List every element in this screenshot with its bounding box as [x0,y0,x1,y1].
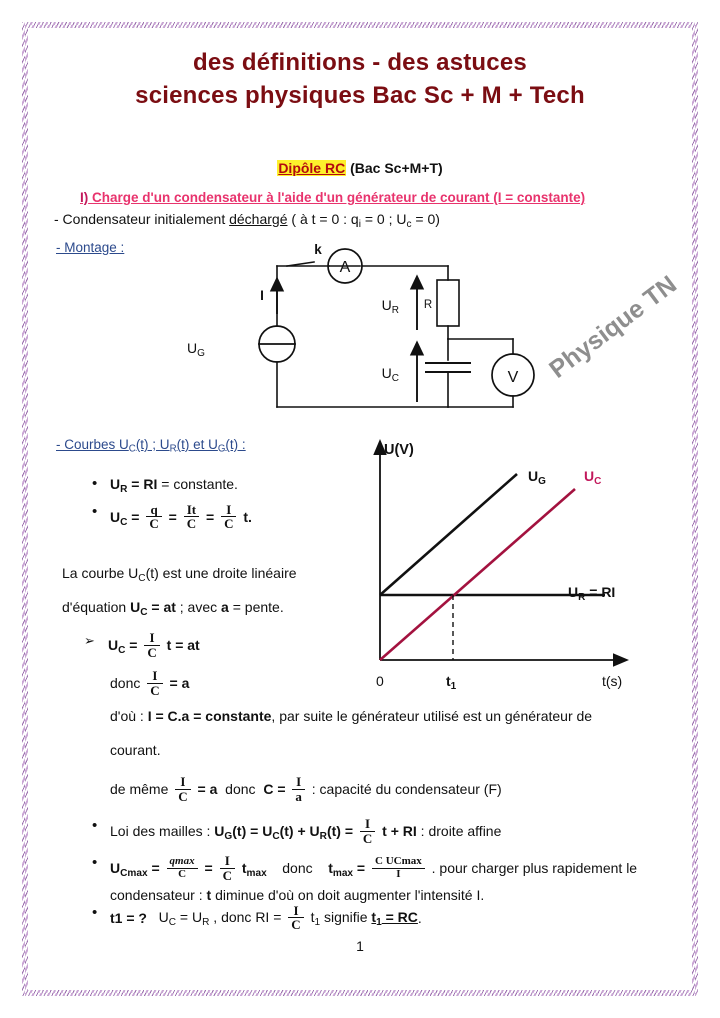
circuit-uc-label: $U_C$ [381,365,399,384]
fraction-i-over-c-3: $\frac{I}{C}$ [147,669,162,697]
dipole-heading [0,160,720,176]
title-line-2: sciences physiques Bac Sc + M + Tech [135,82,585,109]
bullet-t1: • t1 = ? $U_C = U_R$ , donc RI = $\frac{I}{C}$ $t_1$ signifie $t_1$ = RC. [84,905,644,933]
section-title: Charge d'un condensateur à l'aide d'un générateur de courant (I = constante) [92,190,586,205]
circuit-voltmeter-label: V [507,369,519,386]
fraction-qmax-over-c: $\frac{qmax}{C}$ [167,856,198,880]
circuit-ug-label: $U_G$ [187,340,205,359]
para-courbe-line2: d'équation $U_C$ = at ; avec a = pente. [62,599,284,618]
series-ug-line [380,474,517,595]
chart-label-ur: $U_R$ = RI [568,584,616,603]
fraction-it-over-c: $\frac{It}{C}$ [184,503,199,531]
bullet-loi-des-mailles: • Loi des mailles : $U_G(t) = U_C(t) + U_R(t)$ = $\frac{I}{C}$ t + RI : droite affine [84,818,644,846]
section-number: I) [80,190,89,205]
circuit-ammeter-label: A [339,259,351,276]
donc-line: donc $\frac{I}{C}$ = a [110,668,190,698]
courant-line: courant. [110,742,161,758]
chart-t1-label: $t_1$ [446,673,457,692]
chart-xlabel: t(s) [602,673,623,689]
series-uc-line [380,489,575,660]
fraction-i-over-c-5: $\frac{I}{C}$ [360,817,375,845]
circuit-ur-label: $U_R$ [381,297,399,316]
fraction-i-over-c-2: $\frac{I}{C}$ [144,631,159,659]
t1-result: $t_1$ = RC [371,909,418,929]
section-heading [80,190,585,205]
watermark-physique-tn: Physique TN [543,269,682,384]
dou-line: d'où : I = C.a = constante, par suite le générateur utilisé est un générateur de [110,708,593,724]
fraction-i-over-c-7: $\frac{I}{C}$ [288,904,303,932]
fraction-q-over-c: $\frac{q}{C}$ [146,503,161,531]
arrow-item-uc-equation: ➢ $U_C$ = $\frac{I}{C}$ t = at [82,632,398,660]
circuit-switch-label: k [314,242,322,257]
circuit-resistor-label: R [423,299,433,311]
title-line-1: des définitions - des astuces [193,49,527,76]
uc-ur-ug-chart [362,432,637,697]
fraction-i-over-a: $\frac{I}{a}$ [292,775,305,803]
chart-ylabel: U(V) [384,442,414,458]
decharge-underlined: déchargé [229,211,288,227]
formula-bullets-top [84,476,374,541]
document-title [0,48,720,111]
para-courbe-line1: La courbe $U_C(t)$ est une droite linéaire [62,565,297,584]
fraction-i-over-c-6: $\frac{I}{C}$ [220,854,235,882]
dipole-highlight-label: Dipôle RC [278,160,346,176]
initial-condition-line: - Condensateur initialement déchargé ( à t = 0 : $q_i = 0$ ; $U_c = 0$) [54,211,440,230]
fraction-i-over-c-4: $\frac{I}{C}$ [175,775,190,803]
bullet-ur-constante: • $U_R$ = RI = constante. [84,476,374,495]
dipole-suffix: (Bac Sc+M+T) [346,160,443,176]
page-number: 1 [356,938,364,954]
courbes-label: - Courbes $U_C(t)$ ; $U_R(t)$ et $U_G(t)$ : [56,437,246,455]
bullet-ucmax: • $U_{Cmax}$ = $\frac{qmax}{C}$ = $\frac{I}{C}$ $t_{max}$ donc $t_{max}$ = $\frac{\text{C UCmax}}{I}$ . pour charger plus rapidement le condensateur : t diminue d'où on doit augmenter l'intensité I. [84,855,644,902]
chart-label-uc: $U_C$ [584,468,602,487]
formula-bullets-bottom [84,818,644,942]
montage-label: - Montage : [56,240,125,255]
de-meme-line: de même $\frac{I}{C}$ = a donc C = $\frac{I}{a}$ : capacité du condensateur (F) [110,774,502,804]
chart-origin-label: 0 [376,673,384,689]
fraction-cucmax-over-i: $\frac{\text{C UCmax}}{I}$ [372,856,425,880]
chart-label-ug: $U_G$ [528,468,546,487]
circuit-current-label: I [260,288,264,303]
bullet-uc-fractions: • $U_C$ = $\frac{q}{C}$ = $\frac{It}{C}$ = $\frac{I}{C}$ t. [84,504,374,532]
fraction-i-over-c: $\frac{I}{C}$ [221,503,236,531]
circuit-diagram [187,242,562,422]
